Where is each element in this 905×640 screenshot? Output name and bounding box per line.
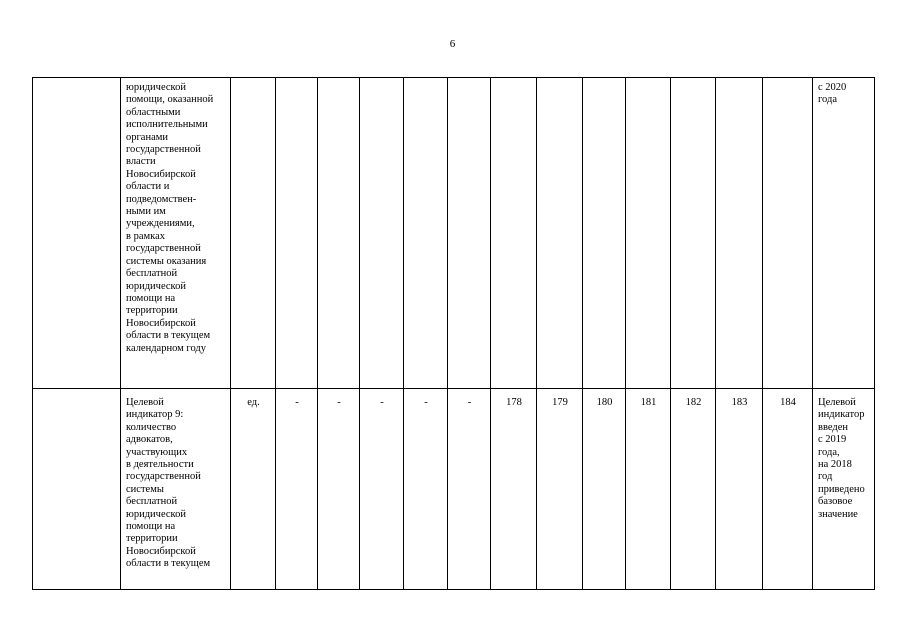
table-cell-first: [33, 78, 121, 389]
indicator-name-cell: Целевой индикатор 9: количество адвокатов, участвующих в деятельности государственной системы бесплатной юридической помощи на территории Новосибирской области в текущем: [121, 389, 231, 590]
value-cell: -: [448, 389, 491, 590]
value-cell: [404, 78, 448, 389]
value-cell: [360, 78, 404, 389]
value-cell: 182: [671, 389, 716, 590]
value-cell: -: [318, 389, 360, 590]
table-cell-first: [33, 389, 121, 590]
value-cell: [763, 78, 813, 389]
value-cell: 181: [626, 389, 671, 590]
value-cell: 179: [537, 389, 583, 590]
value-cell: 180: [583, 389, 626, 590]
value-cell: [671, 78, 716, 389]
unit-cell: [231, 78, 276, 389]
value-cell: [626, 78, 671, 389]
value-cell: [491, 78, 537, 389]
table-row: [33, 78, 875, 389]
value-cell: [276, 78, 318, 389]
value-cell: [318, 78, 360, 389]
page-number: 6: [449, 38, 456, 50]
value-cell: 184: [763, 389, 813, 590]
value-cell: [448, 78, 491, 389]
value-cell: -: [404, 389, 448, 590]
table-row: [33, 389, 875, 590]
value-cell: -: [276, 389, 318, 590]
note-cell: с 2020 года: [813, 78, 875, 389]
value-cell: 178: [491, 389, 537, 590]
unit-cell: ед.: [231, 389, 276, 590]
note-cell: Целевой индикатор введен с 2019 года, на 2018 год приведено базовое значение: [813, 389, 875, 590]
value-cell: [537, 78, 583, 389]
value-cell: -: [360, 389, 404, 590]
value-cell: [716, 78, 763, 389]
indicator-name-cell: юридической помощи, оказанной областными исполнительными органами государственной власти Новосибирской области и подведомствен- ными им учреждениями, в рамках государственной системы оказания бесплатной юридической помощи на территории Новосибирской области в текущем календарном году: [121, 78, 231, 389]
value-cell: [583, 78, 626, 389]
indicator-table: [32, 77, 875, 590]
value-cell: 183: [716, 389, 763, 590]
